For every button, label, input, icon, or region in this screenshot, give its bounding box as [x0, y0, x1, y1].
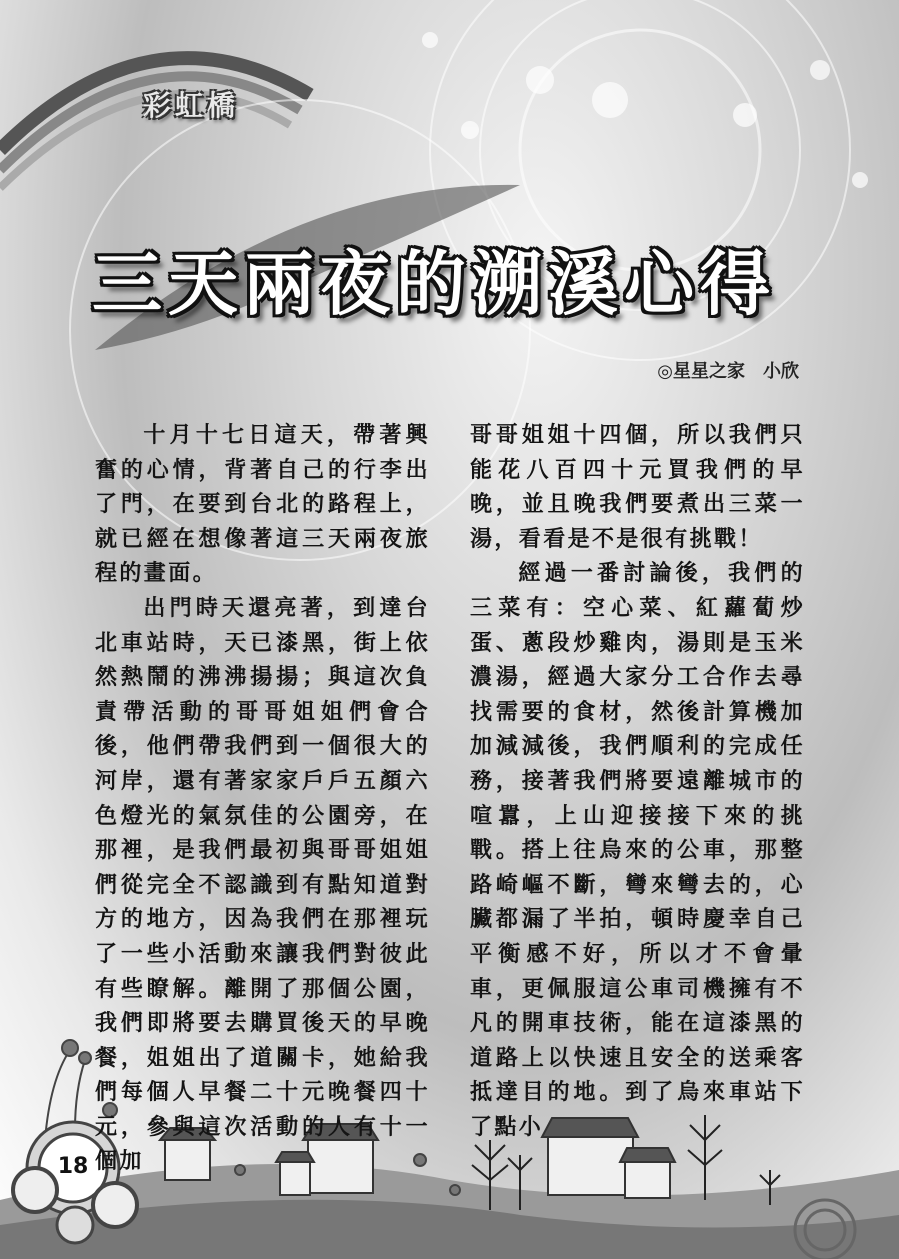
article-column-left — [95, 418, 430, 1179]
article-column-right — [470, 418, 805, 1144]
article-title: 三天兩夜的溯溪心得 — [92, 243, 776, 325]
bokeh-dots-decoration — [422, 32, 868, 188]
paragraph: 經過一番討論後，我們的三菜有：空心菜、紅蘿蔔炒蛋、蔥段炒雞肉，湯則是玉米濃湯，經過大家分工合作去尋找需要的食材，然後計算機加加減減後，我們順利的完成任務，接著我們將要遠離城市的喧囂，上山迎接接下來的挑戰。搭上往烏來的公車，那整路崎嶇不斷，彎來彎去的，心臟都漏了半拍，頓時慶幸自己平衡感不好，所以才不會暈車，更佩服這公車司機擁有不凡的開車技術，能在這漆黑的道路上以快速且安全的送乘客抵達目的地。到了烏來車站下了點小 — [470, 560, 805, 1140]
paragraph: 哥哥姐姐十四個，所以我們只能花八百四十元買我們的早晚，並且晚我們要煮出三菜一湯，看看是不是很有挑戰！ — [470, 422, 805, 552]
author-byline: ◎星星之家 小欣 — [657, 361, 799, 382]
paragraph: 十月十七日這天，帶著興奮的心情，背著自己的行李出了門，在要到台北的路程上，就已經在想像著這三天兩夜旅程的畫面。 — [95, 422, 430, 587]
page-number: 18 — [57, 1153, 89, 1179]
paragraph: 出門時天還亮著，到達台北車站時，天已漆黑，街上依然熱鬧的沸沸揚揚；與這次負責帶活動的哥哥姐姐們會合後，他們帶我們到一個很大的河岸，還有著家家戶戶五顏六色燈光的氣氛佳的公園旁，在那裡，是我們最初與哥哥姐姐們從完全不認識到有點知道對方的地方，因為我們在那裡玩了一些小活動來讓我們對彼此有些瞭解。離開了那個公園，我們即將要去購買後天的早晚餐，姐姐出了道關卡，她給我們每個人早餐二十元晚餐四十元，參與這次活動的人有十一個加 — [95, 594, 430, 1175]
section-label: 彩虹橋 — [143, 89, 240, 122]
